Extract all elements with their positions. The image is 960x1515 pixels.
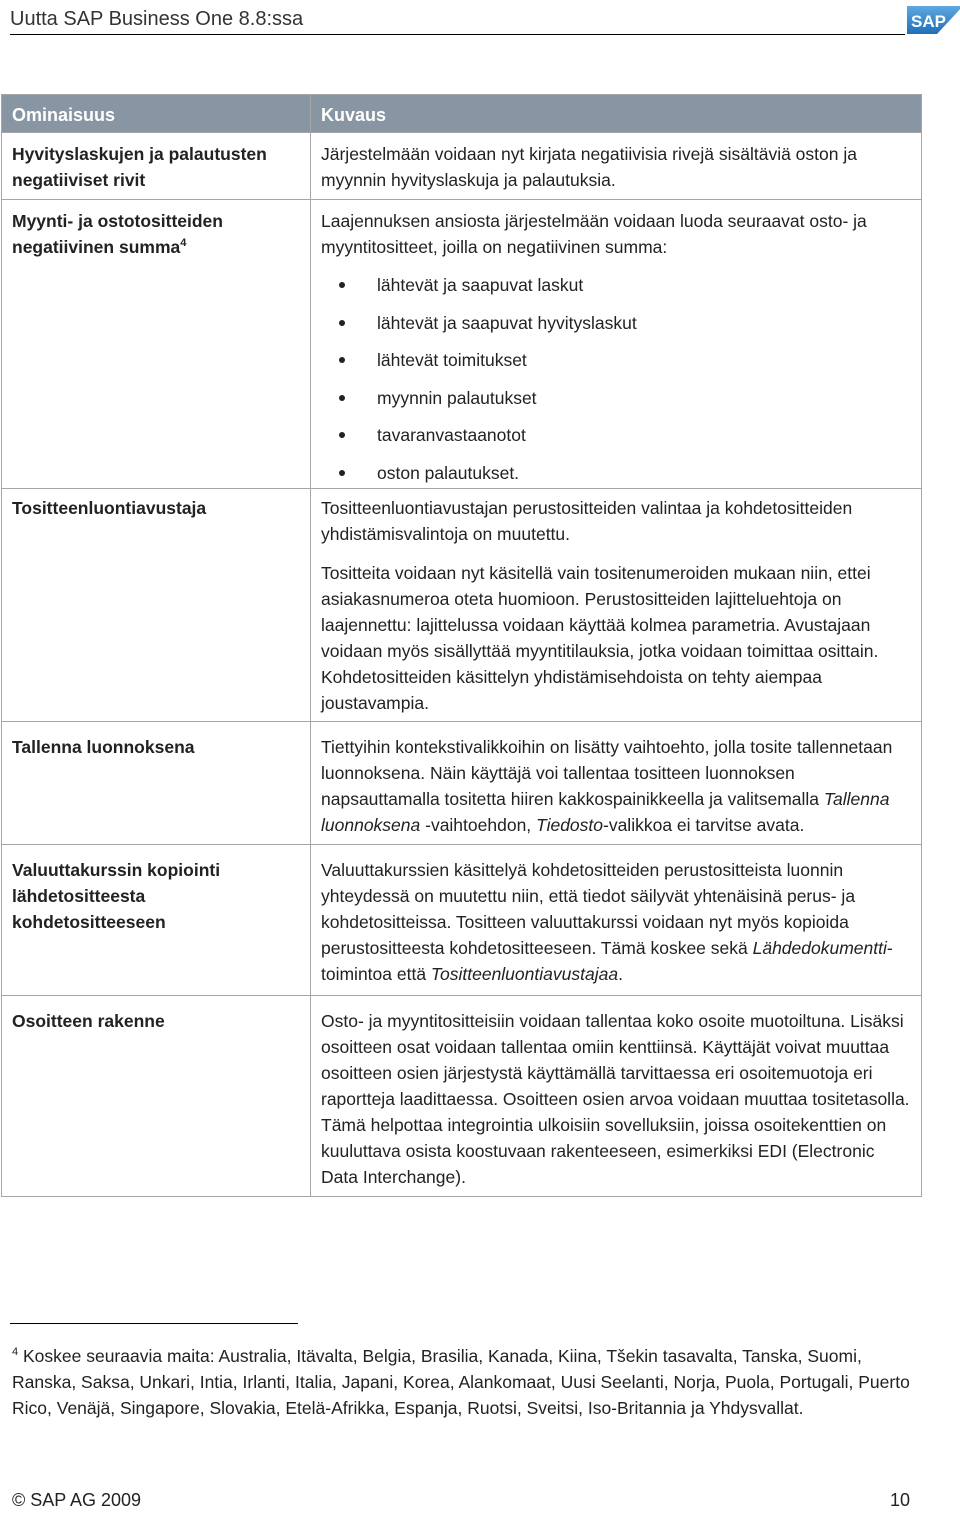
description-cell [311, 844, 922, 995]
table-row [2, 488, 922, 721]
list-item: lähtevät toimitukset [321, 347, 911, 373]
sap-logo-text: SAP [911, 12, 946, 31]
bullet-icon [339, 432, 345, 438]
list-item: myynnin palautukset [321, 385, 911, 411]
description-text: Tositteita voidaan nyt käsitellä vain tositenumeroiden mukaan niin, ettei asiakasnumeroa oteta huomioon. Perustositteiden lajitteluehtoja on laajennettu: lajittelussa voidaan käyttää kolmea parametria. Avustajaan voidaan myös sisällyttää myyntitilauksia, jotka voidaan toimittaa osittain. Kohdetositteiden käsittelyn yhdistämisehdoista on tehty aiempaa joustavampia. [321, 562, 879, 713]
copyright: © SAP AG 2009 [12, 1490, 142, 1510]
footnote-number: 4 [12, 1346, 19, 1359]
description-text: Osto- ja myyntitositteisiin voidaan tallentaa koko osoite muotoiltuna. Lisäksi osoitteen osat voidaan tallentaa omiin kenttiinsä. Käyttäjät voivat muuttaa osoitteen osien järjestystä käyttämällä tarvittaessa eri osoitemuotoja eri raportteja laadittaessa. Osoitteen osien arvoa voidaan muuttaa tositetasolla. Tämä helpottaa integrointia ulkoisiin sovelluksiin, joissa osoitekenttien on kuuluttava osista koostuvaan rakenteeseen, esimerkiksi EDI (Electronic Data Interchange). [321, 1010, 910, 1187]
footnote [12, 1343, 917, 1421]
description-text: Järjestelmään voidaan nyt kirjata negatiivisia rivejä sisältäviä oston ja myynnin hyvityslaskuja ja palautuksia. [321, 144, 857, 190]
page-header [10, 6, 960, 36]
list-item: tavaranvastaanotot [321, 422, 911, 448]
page-number: 10 [889, 1490, 910, 1510]
page-header-title: Uutta SAP Business One 8.8:ssa [10, 8, 304, 30]
feature-cell [2, 200, 311, 489]
feature-cell: Tositteenluontiavustaja [2, 488, 311, 721]
column-header-description: Kuvaus [311, 95, 922, 133]
bullet-list [321, 272, 911, 486]
column-header-feature: Ominaisuus [2, 95, 311, 133]
bullet-icon [339, 470, 345, 476]
description-cell [311, 995, 922, 1196]
description-text: Laajennuksen ansiosta järjestelmään voidaan luoda seuraavat osto- ja myyntitositteet, joilla on negatiivinen summa: [321, 211, 867, 257]
feature-table [1, 94, 922, 1197]
description-text: Tiettyihin kontekstivalikkoihin on lisätty vaihtoehto, jolla tosite tallennetaan luonnoksena. Näin käyttäjä voi tallentaa tositteen luonnoksen napsauttamalla tositetta hiiren kakkospainikkeella ja valitsemalla Tallenna luonnoksena -vaihtoehdon, Tiedosto-valikkoa ei tarvitse avata. [321, 736, 893, 835]
table-row [2, 844, 922, 995]
feature-label: Myynti- ja ostotositteiden negatiivinen summa [12, 211, 223, 257]
table-header-row [2, 95, 922, 133]
list-item: lähtevät ja saapuvat hyvityslaskut [321, 310, 911, 336]
bullet-icon [339, 357, 345, 363]
footnote-rule [10, 1323, 298, 1324]
footnote-ref: 4 [180, 237, 187, 250]
description-cell [311, 133, 922, 200]
header-rule [10, 34, 905, 35]
footnote-text: Koskee seuraavia maita: Australia, Itävalta, Belgia, Brasilia, Kanada, Kiina, Tšekin tasavalta, Tanska, Suomi, Ranska, Saksa, Unkari, Intia, Irlanti, Italia, Japani, Korea, Alankomaat, Uusi Seelanti, Norja, Puola, Portugali, Puerto Rico, Venäjä, Singapore, Slovakia, Etelä-Afrikka, Espanja, Ruotsi, Sveitsi, Iso-Britannia ja Yhdysvallat. [12, 1346, 910, 1418]
table-row [2, 133, 922, 200]
description-cell [311, 721, 922, 844]
bullet-icon [339, 282, 345, 288]
table-row [2, 995, 922, 1196]
list-item: oston palautukset. [321, 460, 911, 486]
feature-cell: Osoitteen rakenne [2, 995, 311, 1196]
feature-cell: Hyvityslaskujen ja palautusten negatiiviset rivit [2, 133, 311, 200]
table-row [2, 200, 922, 489]
sap-logo [907, 6, 960, 34]
bullet-icon [339, 395, 345, 401]
description-text: Tositteenluontiavustajan perustositteiden valintaa ja kohdetositteiden yhdistämisvalintoja on muutettu. [321, 497, 853, 544]
description-text: Valuuttakurssien käsittelyä kohdetositteiden perustositteista luonnin yhteydessä on muutettu niin, että tiedot säilyvät yhtenäisinä perus- ja kohdetositteissa. Tositteen valuuttakurssi voidaan nyt myös kopioida perustositteesta kohdetositteeseen. Tämä koskee sekä Lähdedokumentti-toimintoa että Tositteenluontiavustajaa. [321, 859, 893, 984]
feature-cell: Valuuttakurssin kopiointi lähdetositteesta kohdetositteeseen [2, 844, 311, 995]
list-item: lähtevät ja saapuvat laskut [321, 272, 911, 298]
table-row [2, 721, 922, 844]
bullet-icon [339, 320, 345, 326]
feature-cell: Tallenna luonnoksena [2, 721, 311, 844]
description-cell [311, 488, 922, 721]
description-cell [311, 200, 922, 489]
